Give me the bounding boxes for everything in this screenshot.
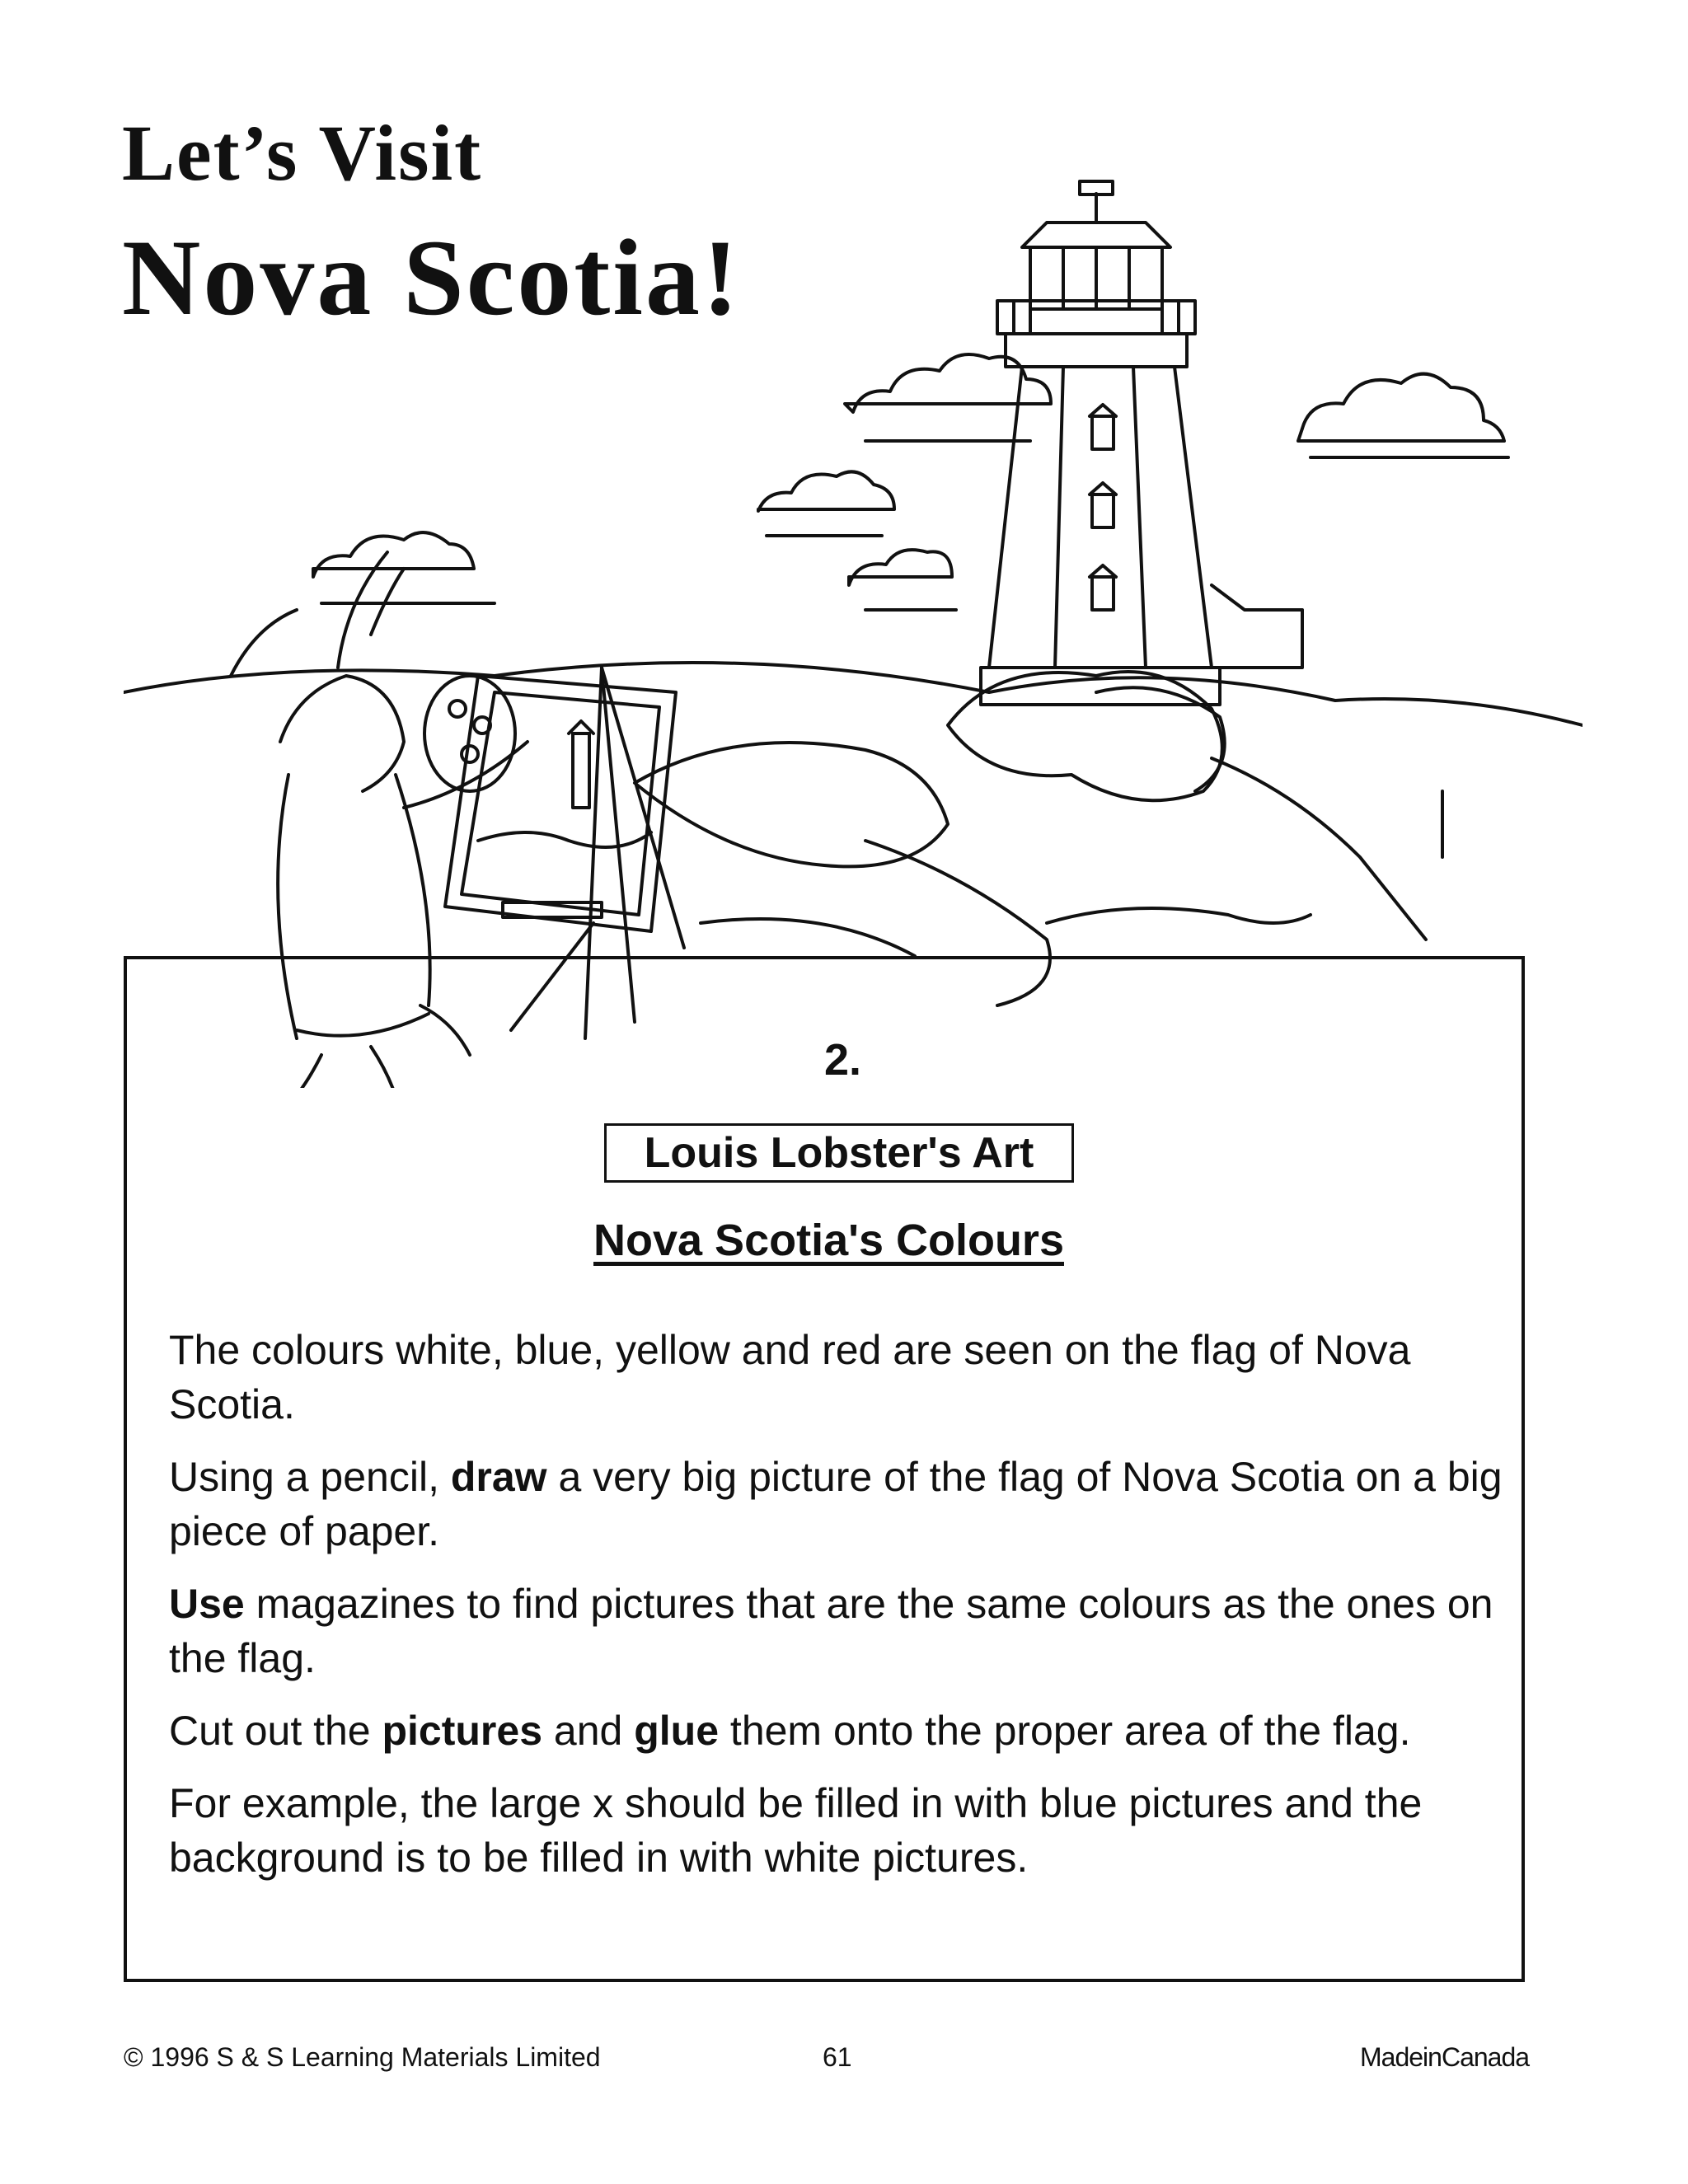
emphasis-word: glue [634, 1708, 720, 1754]
emphasis-word: Use [169, 1581, 245, 1627]
instructions [169, 1323, 1521, 1903]
footer-page-number: 61 [823, 2042, 852, 2072]
paragraph-text: them onto the proper area of the flag. [719, 1708, 1411, 1754]
instruction-paragraph [169, 1323, 1521, 1432]
cloud-icon [758, 471, 894, 536]
page-title-line2: Nova Scotia! [122, 217, 741, 338]
lighthouse-scene-illustration [124, 99, 1582, 1088]
paragraph-text: Using a pencil, [169, 1454, 451, 1500]
instruction-paragraph [169, 1577, 1521, 1685]
lighthouse-icon [981, 181, 1302, 705]
footer-made-in: MadeinCanada [1360, 2042, 1530, 2072]
cloud-icon [1298, 374, 1508, 457]
emphasis-word: draw [450, 1454, 547, 1500]
paragraph-text: For example, the large x should be filled in with blue pictures and the background is to be filled in with white pictures. [169, 1780, 1423, 1881]
instruction-paragraph [169, 1450, 1521, 1558]
activity-number: 2. [824, 1035, 862, 1085]
paragraph-text: a very big picture of the flag of Nova Scotia on a big piece of paper. [169, 1454, 1503, 1554]
page-title-line1: Let’s Visit [122, 109, 483, 197]
instruction-paragraph [169, 1704, 1521, 1758]
paragraph-text: magazines to find pictures that are the same colours as the ones on the flag. [169, 1581, 1493, 1681]
instruction-paragraph [169, 1776, 1521, 1885]
footer-copyright: © 1996 S & S Learning Materials Limited [124, 2042, 601, 2072]
section-heading: Nova Scotia's Colours [593, 1216, 1064, 1265]
paragraph-text: Cut out the [169, 1708, 382, 1754]
paragraph-text: and [542, 1708, 635, 1754]
paragraph-text: The colours white, blue, yellow and red are seen on the flag of Nova Scotia. [169, 1327, 1411, 1427]
cloud-icon [849, 550, 956, 610]
rocks-icon [124, 663, 1582, 1005]
emphasis-word: pictures [382, 1708, 543, 1754]
activity-label: Louis Lobster's Art [604, 1123, 1074, 1183]
